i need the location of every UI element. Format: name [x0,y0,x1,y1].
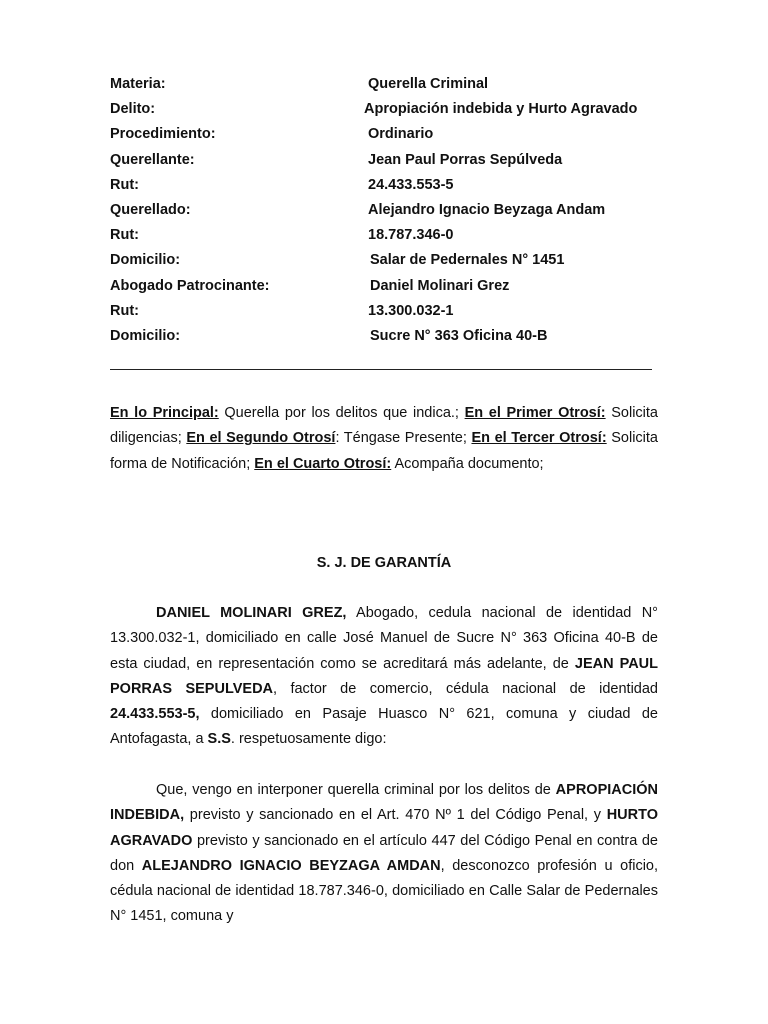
header-label: Querellante: [110,151,195,168]
header-value: Daniel Molinari Grez [370,277,510,294]
header-row-domicilio-querellado [110,248,670,273]
header-row-rut-querellado [110,223,670,248]
ss-abbrev: S.S [207,731,231,748]
summary-heading-tercer-otrosi: En el Tercer Otrosí: [471,430,607,447]
header-value: Jean Paul Porras Sepúlveda [368,151,563,168]
lawyer-name: DANIEL MOLINARI GREZ, [156,605,347,621]
header-label: Procedimiento: [110,126,216,143]
header-value: Sucre N° 363 Oficina 40-B [370,327,548,344]
header-value: Querella Criminal [368,76,489,92]
summary-text: Querella por los delitos que indica.; [218,405,465,421]
header-label: Domicilio: [110,252,181,269]
complaint-text: Que, vengo en interponer querella criminal por los delitos de [156,782,556,798]
summary-text: Acompaña documento; [391,455,544,472]
complaint-text: , desconozco profesión u oficio, cédula nacional de identidad 18.787.346-0, domiciliado en Calle Salar de Pedernales N° 1451, comuna y [110,857,659,925]
header-row-procedimiento [110,122,670,147]
case-header [110,72,670,349]
summary-text: Solicita forma de Notificación; [110,430,658,472]
summary-text: : Téngase Presente; [335,430,472,447]
intro-paragraph [110,601,658,753]
header-label: Rut: [110,227,139,244]
header-row-querellante [110,148,670,173]
header-label: Querellado: [110,201,191,218]
client-rut: 24.433.553-5, [110,706,200,723]
header-row-delito [110,97,670,122]
complaint-paragraph [110,778,658,930]
summary-heading-primer-otrosi: En el Primer Otrosí: [464,405,606,421]
court-title: S. J. DE GARANTÍA [316,555,452,571]
summary-text: Solicita diligencias; [110,405,658,447]
crime-hurto: HURTO AGRAVADO [110,807,658,849]
header-value: 13.300.032-1 [368,302,454,319]
header-label: Domicilio: [110,327,181,344]
header-value: Ordinario [368,126,434,143]
header-row-materia [110,72,670,97]
header-row-querellado [110,198,670,223]
header-value: 24.433.553-5 [368,176,454,193]
intro-text: domiciliado en Pasaje Huasco N° 621, comuna y ciudad de Antofagasta, a [110,706,658,748]
header-row-rut-querellante [110,173,670,198]
summary-heading-principal: En lo Principal: [110,405,219,421]
complaint-text: previsto y sancionado en el artículo 447 del Código Penal en contra de don [110,832,658,874]
client-name: JEAN PAUL PORRAS SEPULVEDA [110,655,658,697]
summary-heading-segundo-otrosi: En el Segundo Otrosí [186,430,336,447]
header-divider [110,369,652,370]
header-row-domicilio-abogado [110,324,670,349]
summary-paragraph [110,401,658,477]
header-label: Rut: [110,302,139,319]
complaint-text: previsto y sancionado en el Art. 470 Nº 1 del Código Penal, y [184,807,607,824]
header-label: Rut: [110,176,139,193]
intro-text: Abogado, cedula nacional de identidad N° 13.300.032-1, domiciliado en calle José Manuel de Sucre N° 363 Oficina 40-B de esta ciudad, en representación como se acreditará más adelante, de [110,605,658,672]
header-value: Apropiación indebida y Hurto Agravado [364,101,638,118]
header-label: Delito: [110,101,156,118]
header-value: Salar de Pedernales N° 1451 [370,252,565,269]
header-value: 18.787.346-0 [368,227,454,244]
crime-apropiacion: APROPIACIÓN INDEBIDA, [110,782,658,824]
header-label: Materia: [110,76,166,92]
header-row-abogado [110,274,670,299]
header-value: Alejandro Ignacio Beyzaga Andam [368,201,606,218]
summary-heading-cuarto-otrosi: En el Cuarto Otrosí: [254,455,392,472]
intro-text: , factor de comercio, cédula nacional de identidad [273,680,658,697]
intro-text: . respetuosamente digo: [230,731,387,748]
header-row-rut-abogado [110,299,670,324]
accused-name: ALEJANDRO IGNACIO BEYZAGA AMDAN [141,857,441,874]
header-label: Abogado Patrocinante: [110,277,270,294]
